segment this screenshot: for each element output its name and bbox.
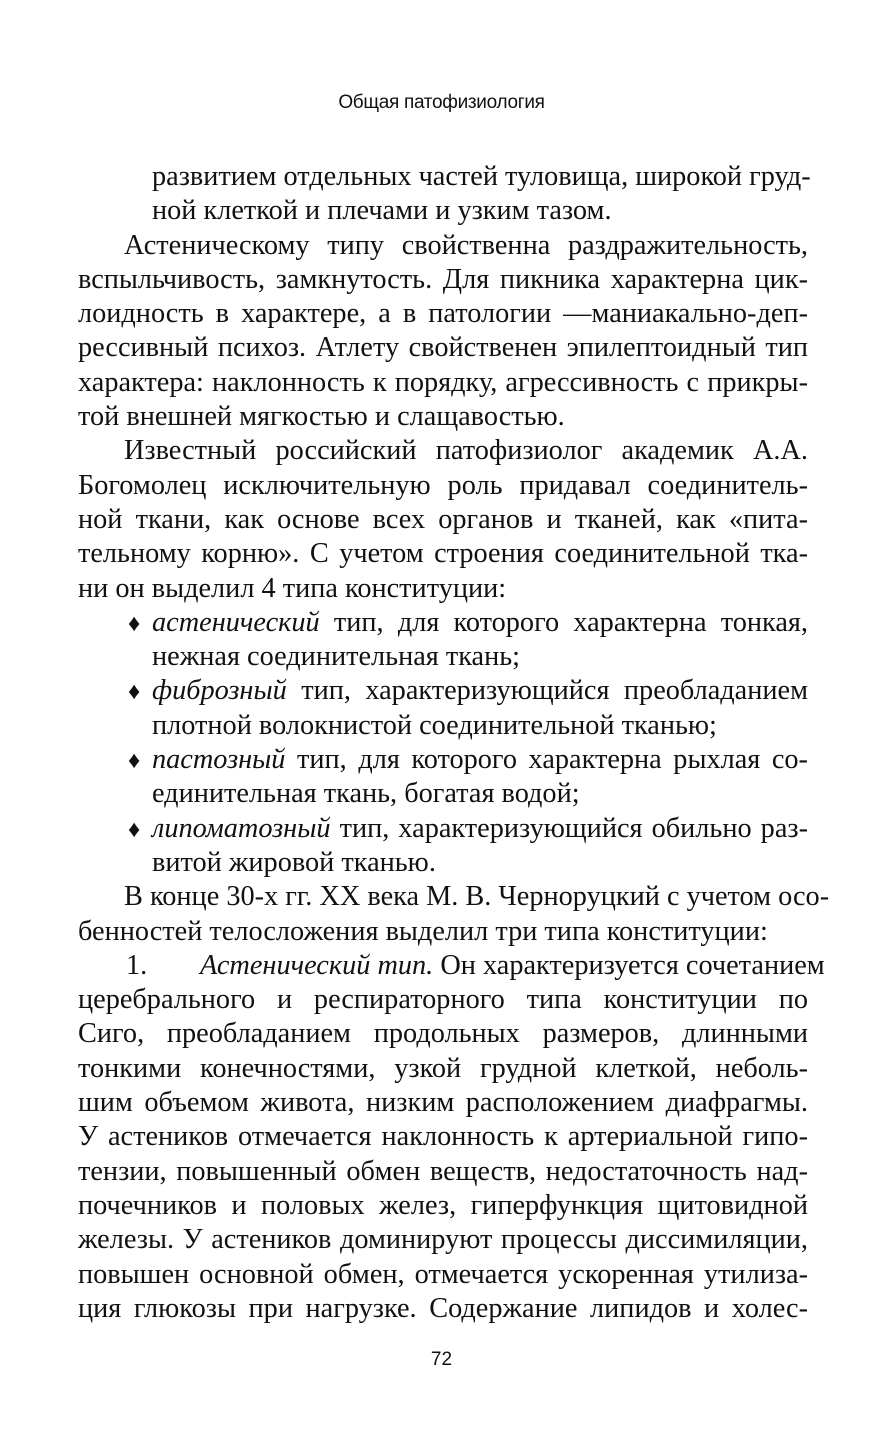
text-line: характера: наклонность к порядку, агрессивность с прикры-	[78, 366, 808, 398]
list-item-term: астенический	[152, 606, 320, 638]
text-line: церебрального и респираторного типа конституции по	[78, 984, 808, 1016]
diamond-bullet-icon: ♦	[128, 679, 141, 706]
text-line: развитием отдельных частей туловища, широкой груд-	[152, 161, 811, 192]
list-item-term: пастозный	[152, 744, 286, 776]
text-line: В конце 30-х гг. XX века М. В. Черноруцкий с учетом осо-	[124, 881, 830, 913]
numbered-item	[78, 949, 883, 983]
text-line: У астеников отмечается наклонность к артериальной гипо-	[78, 1121, 808, 1153]
text-line: ной клеткой и плечами и узким тазом.	[152, 195, 612, 227]
text-line: единительная ткань, богатая водой;	[152, 778, 580, 810]
text-line: тонкими конечностями, узкой грудной клеткой, неболь-	[78, 1052, 808, 1084]
text-line: вспыльчивость, замкнутость. Для пикника характерна цик-	[78, 263, 808, 295]
text-line: ция глюкозы при нагрузке. Содержание липидов и холес-	[78, 1292, 808, 1324]
list-item-term: фиброзный	[152, 675, 287, 707]
text-line: шим объемом живота, низким расположением диафрагмы.	[78, 1087, 808, 1119]
list-item-text: тип, характеризующийся обильно раз-	[330, 812, 808, 844]
text-line: тельному корню». С учетом строения соединительной тка-	[78, 538, 808, 570]
numbered-item-text: Он характеризуется сочетанием	[433, 949, 825, 981]
list-item-text: тип, характеризующийся преобладанием	[286, 675, 808, 707]
text-line: лоидность в характере, а в патологии —маниакально-деп-	[78, 298, 808, 330]
text-line: повышен основной обмен, отмечается ускоренная утилиза-	[78, 1258, 808, 1290]
diamond-bullet-icon: ♦	[128, 816, 141, 843]
diamond-bullet-icon: ♦	[128, 610, 141, 637]
text-line: плотной волокнистой соединительной тканью;	[152, 709, 717, 741]
text-line: Сиго, преобладанием продольных размеров, длинными	[78, 1018, 808, 1050]
list-item-term: липоматозный	[152, 812, 331, 844]
page-body	[78, 160, 830, 1326]
text-line: бенностей телосложения выделил три типа конституции:	[78, 915, 768, 947]
text-line: витой жировой тканью.	[152, 846, 436, 878]
text-line: ни он выделил 4 типа конституции:	[78, 572, 507, 604]
numbered-item-term: Астенический тип.	[200, 949, 434, 981]
list-item	[78, 674, 808, 708]
list-item-text: тип, для которого характерна рыхлая со-	[285, 744, 808, 776]
text-line: железы. У астеников доминируют процессы диссимиляции,	[78, 1224, 808, 1256]
text-line: рессивный психоз. Атлету свойственен эпилептоидный тип	[78, 332, 808, 364]
text-line: Астеническому типу свойственна раздражительность,	[124, 229, 808, 261]
item-number: 1.	[126, 949, 148, 981]
text-line: Богомолец исключительную роль придавал соединитель-	[78, 469, 808, 501]
list-item	[78, 743, 808, 777]
list-item	[78, 812, 808, 846]
list-item-text: тип, для которого характерна тонкая,	[319, 606, 808, 638]
diamond-bullet-icon: ♦	[128, 748, 141, 775]
running-header: Общая патофизиология	[338, 92, 545, 113]
text-line: почечников и половых желез, гиперфункция щитовидной	[78, 1189, 808, 1221]
text-line: нежная соединительная ткань;	[152, 641, 521, 673]
page-number: 72	[430, 1349, 453, 1370]
text-line: той внешней мягкостью и слащавостью.	[78, 401, 565, 433]
list-item	[78, 606, 808, 640]
text-line: Известный российский патофизиолог академик А.А.	[124, 435, 808, 467]
text-line: ной ткани, как основе всех органов и тканей, как «пита-	[78, 503, 808, 535]
text-line: тензии, повышенный обмен веществ, недостаточность над-	[78, 1155, 808, 1187]
